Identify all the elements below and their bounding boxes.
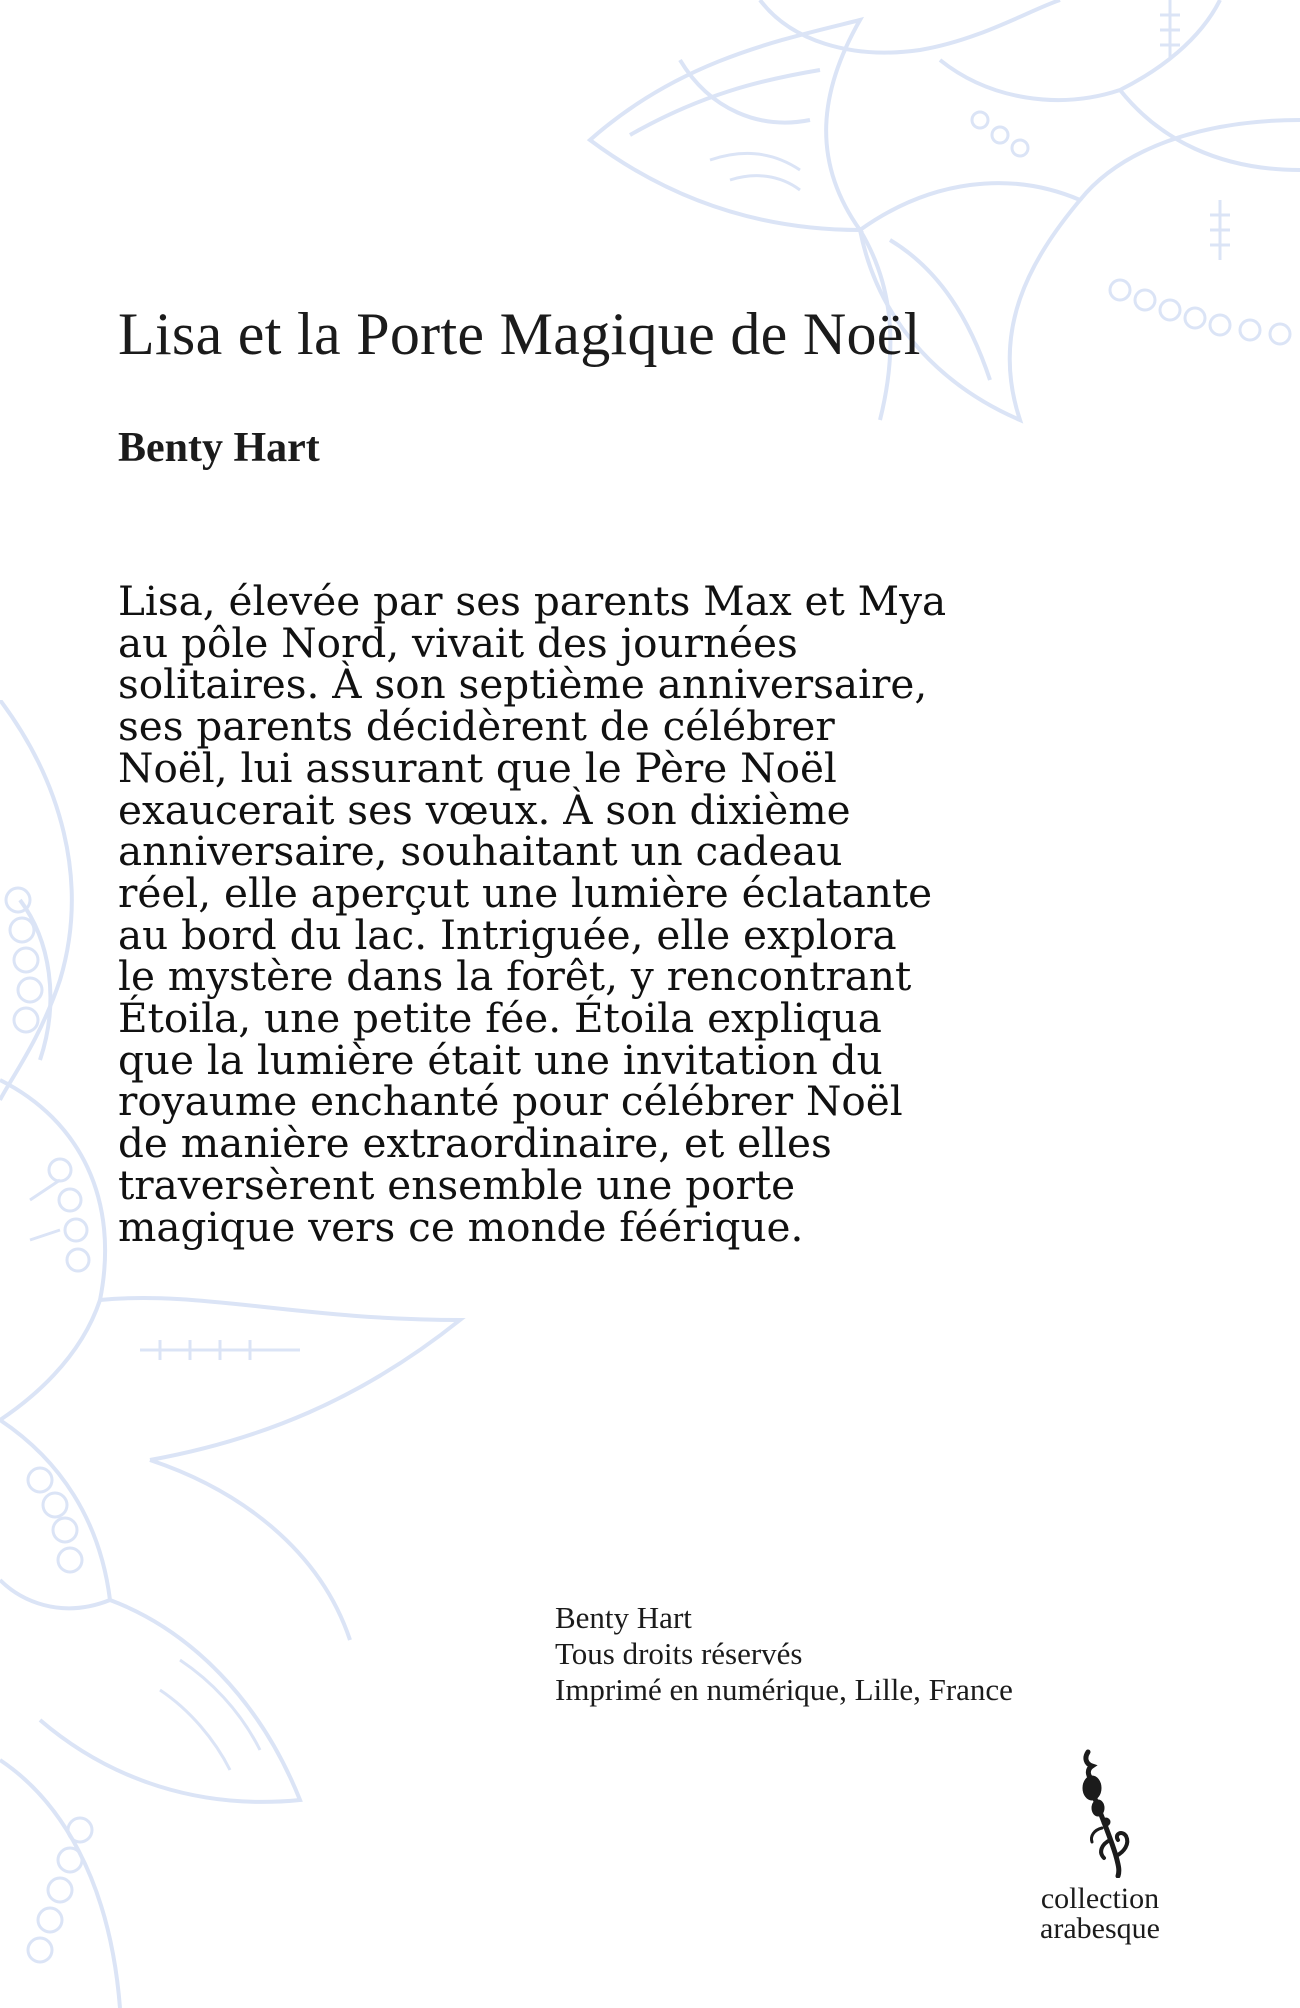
summary-line: de manière extraordinaire, et elles [118, 1119, 832, 1168]
summary-line: ses parents décidèrent de célébrer [118, 702, 835, 751]
book-title: Lisa et la Porte Magique de Noël [118, 301, 921, 367]
publisher-line-2: arabesque [1040, 1912, 1160, 1945]
summary-line: au bord du lac. Intriguée, elle explora [118, 910, 897, 959]
book-author: Benty Hart [118, 425, 320, 471]
imprint-printed: Imprimé en numérique, Lille, France [555, 1672, 1013, 1707]
summary-line: magique vers ce monde féérique. [118, 1202, 804, 1251]
summary-line: Noël, lui assurant que le Père Noël [118, 743, 837, 792]
imprint-block [555, 1600, 1013, 1708]
imprint-rights: Tous droits réservés [555, 1636, 803, 1671]
summary-line: au pôle Nord, vivait des journées [118, 618, 798, 667]
summary-line: Étoila, une petite fée. Étoila expliqua [118, 994, 882, 1043]
publisher-name [1020, 1884, 1180, 1944]
publisher-logo [1020, 1748, 1180, 1998]
summary-line: anniversaire, souhaitant un cadeau [118, 827, 843, 876]
imprint-author: Benty Hart [555, 1600, 692, 1635]
arabesque-flourish-icon [1058, 1748, 1142, 1878]
mandala-ornament-top-icon [560, 0, 1300, 440]
summary-line: exaucerait ses vœux. À son dixième [118, 785, 851, 834]
summary-line: traversèrent ensemble une porte [118, 1160, 796, 1209]
summary-line: royaume enchanté pour célébrer Noël [118, 1077, 903, 1126]
summary-line: réel, elle aperçut une lumière éclatante [118, 868, 933, 917]
summary-line: le mystère dans la forêt, y rencontrant [118, 952, 912, 1001]
summary-line: que la lumière était une invitation du [118, 1035, 883, 1084]
summary-line: solitaires. À son septième anniversaire, [118, 660, 928, 709]
summary-line: Lisa, élevée par ses parents Max et Mya [118, 577, 947, 625]
publisher-line-1: collection [1040, 1882, 1160, 1915]
book-summary [118, 577, 998, 1251]
